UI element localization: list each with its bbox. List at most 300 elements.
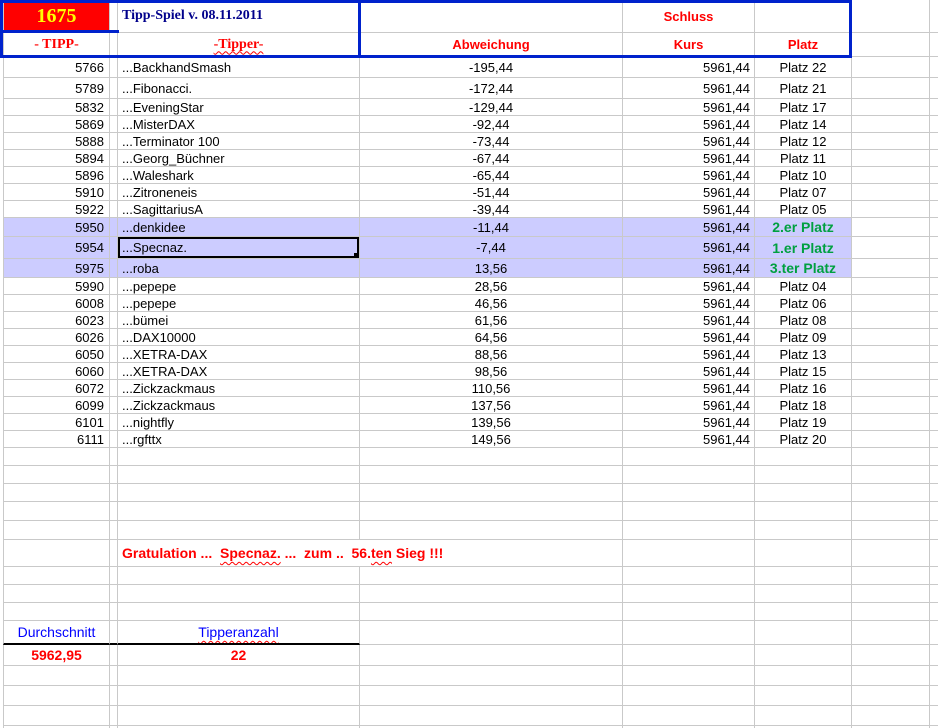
cell-empty[interactable]	[930, 585, 938, 603]
empty-cell[interactable]	[755, 645, 852, 666]
empty-cell[interactable]	[930, 540, 938, 567]
cell-empty[interactable]	[110, 603, 118, 621]
cell-empty[interactable]	[755, 448, 852, 466]
cell-empty[interactable]	[755, 686, 852, 706]
durchschnitt-label-cell[interactable]	[3, 621, 110, 645]
cell-kurs[interactable]: 5961,44	[623, 218, 755, 237]
cell-kurs[interactable]: 5961,44	[623, 99, 755, 116]
cell-edge[interactable]	[930, 78, 938, 99]
cell-empty[interactable]	[623, 603, 755, 621]
cell-empty[interactable]	[852, 167, 930, 184]
cell-empty[interactable]	[852, 346, 930, 363]
cell-edge[interactable]	[930, 295, 938, 312]
empty-cell[interactable]	[930, 621, 938, 645]
cell-tipp[interactable]: 6023	[3, 312, 110, 329]
empty-cell[interactable]	[623, 645, 755, 666]
cell-spacer[interactable]	[110, 312, 118, 329]
cell-tipp[interactable]: 6111	[3, 431, 110, 448]
empty-cell[interactable]	[930, 645, 938, 666]
cell-platz[interactable]: Platz 13	[755, 346, 852, 363]
cell-abweichung[interactable]: -172,44	[360, 78, 623, 99]
cell-empty[interactable]	[360, 686, 623, 706]
cell-spacer[interactable]	[110, 218, 118, 237]
cell-abweichung[interactable]: -11,44	[360, 218, 623, 237]
cell-empty[interactable]	[852, 567, 930, 585]
cell-abweichung[interactable]: -65,44	[360, 167, 623, 184]
cell-empty[interactable]	[930, 484, 938, 502]
cell-empty[interactable]	[755, 603, 852, 621]
cell-tipper[interactable]: ...XETRA-DAX	[118, 346, 360, 363]
cell-spacer[interactable]	[110, 278, 118, 295]
cell-empty[interactable]	[118, 603, 360, 621]
cell-empty[interactable]	[360, 666, 623, 686]
cell-edge[interactable]	[930, 116, 938, 133]
cell-empty[interactable]	[852, 201, 930, 218]
cell-platz[interactable]: Platz 16	[755, 380, 852, 397]
cell-empty[interactable]	[852, 414, 930, 431]
cell-empty[interactable]	[755, 666, 852, 686]
cell-edge[interactable]	[930, 278, 938, 295]
cell-abweichung[interactable]: -92,44	[360, 116, 623, 133]
cell-empty[interactable]	[852, 329, 930, 346]
cell-abweichung[interactable]: -67,44	[360, 150, 623, 167]
cell-empty[interactable]	[110, 484, 118, 502]
cell-empty[interactable]	[755, 585, 852, 603]
cell-platz[interactable]: 2.er Platz	[755, 218, 852, 237]
cell-tipper[interactable]: ...denkidee	[118, 218, 360, 237]
cell-abweichung[interactable]: 149,56	[360, 431, 623, 448]
cell-tipper[interactable]: ...pepepe	[118, 278, 360, 295]
cell-tipp[interactable]: 5888	[3, 133, 110, 150]
cell-tipper[interactable]: ...Specnaz.	[118, 237, 360, 259]
cell-platz[interactable]: Platz 04	[755, 278, 852, 295]
cell-empty[interactable]	[755, 484, 852, 502]
column-header-kurs[interactable]	[623, 33, 755, 57]
cell-platz[interactable]: Platz 21	[755, 78, 852, 99]
cell-tipp[interactable]: 6008	[3, 295, 110, 312]
cell-empty[interactable]	[852, 363, 930, 380]
cell-empty[interactable]	[852, 184, 930, 201]
cell-tipp[interactable]: 5766	[3, 57, 110, 78]
cell-kurs[interactable]: 5961,44	[623, 363, 755, 380]
cell-empty[interactable]	[360, 567, 623, 585]
cell-tipper[interactable]: ...Fibonacci.	[118, 78, 360, 99]
cell-spacer[interactable]	[110, 380, 118, 397]
empty-cell[interactable]	[930, 0, 938, 33]
cell-tipper[interactable]: ...pepepe	[118, 295, 360, 312]
cell-kurs[interactable]: 5961,44	[623, 78, 755, 99]
cell-kurs[interactable]: 5961,44	[623, 329, 755, 346]
empty-cell[interactable]	[852, 540, 930, 567]
cell-tipp[interactable]: 6072	[3, 380, 110, 397]
cell-spacer[interactable]	[110, 431, 118, 448]
cell-empty[interactable]	[930, 567, 938, 585]
cell-abweichung[interactable]: 46,56	[360, 295, 623, 312]
cell-empty[interactable]	[623, 567, 755, 585]
cell-spacer[interactable]	[110, 363, 118, 380]
cell-abweichung[interactable]: 139,56	[360, 414, 623, 431]
cell-kurs[interactable]: 5961,44	[623, 380, 755, 397]
cell-kurs[interactable]: 5961,44	[623, 431, 755, 448]
cell-edge[interactable]	[930, 397, 938, 414]
spacer-cell[interactable]	[110, 0, 118, 33]
cell-empty[interactable]	[623, 484, 755, 502]
cell-empty[interactable]	[118, 666, 360, 686]
cell-tipper[interactable]: ...Zickzackmaus	[118, 397, 360, 414]
cell-abweichung[interactable]: -39,44	[360, 201, 623, 218]
cell-empty[interactable]	[852, 502, 930, 521]
cell-empty[interactable]	[852, 397, 930, 414]
empty-cell[interactable]	[360, 0, 623, 33]
cell-empty[interactable]	[118, 466, 360, 484]
cell-tipp[interactable]: 6050	[3, 346, 110, 363]
cell-empty[interactable]	[852, 380, 930, 397]
cell-empty[interactable]	[852, 666, 930, 686]
cell-empty[interactable]	[3, 502, 110, 521]
tipperanzahl-label-cell[interactable]	[118, 621, 360, 645]
column-header-tipper[interactable]	[118, 33, 360, 57]
cell-kurs[interactable]: 5961,44	[623, 414, 755, 431]
cell-spacer[interactable]	[110, 414, 118, 431]
cell-abweichung[interactable]: -7,44	[360, 237, 623, 259]
cell-empty[interactable]	[930, 448, 938, 466]
cell-spacer[interactable]	[110, 346, 118, 363]
cell-empty[interactable]	[852, 259, 930, 278]
cell-empty[interactable]	[852, 706, 930, 726]
cell-platz[interactable]: Platz 19	[755, 414, 852, 431]
cell-tipp[interactable]: 5922	[3, 201, 110, 218]
empty-cell[interactable]	[755, 621, 852, 645]
spacer-cell[interactable]	[110, 645, 118, 666]
cell-tipp[interactable]: 5894	[3, 150, 110, 167]
cell-kurs[interactable]: 5961,44	[623, 116, 755, 133]
cell-empty[interactable]	[755, 502, 852, 521]
cell-platz[interactable]: Platz 09	[755, 329, 852, 346]
cell-empty[interactable]	[623, 585, 755, 603]
cell-tipp[interactable]: 5789	[3, 78, 110, 99]
cell-empty[interactable]	[930, 686, 938, 706]
cell-kurs[interactable]: 5961,44	[623, 150, 755, 167]
tipperanzahl-value-cell[interactable]	[118, 645, 360, 666]
title-cell[interactable]	[118, 0, 360, 33]
cell-platz[interactable]: 1.er Platz	[755, 237, 852, 259]
cell-kurs[interactable]: 5961,44	[623, 201, 755, 218]
cell-edge[interactable]	[930, 150, 938, 167]
cell-tipper[interactable]: ...MisterDAX	[118, 116, 360, 133]
cell-empty[interactable]	[852, 150, 930, 167]
cell-tipper[interactable]: ...Zitroneneis	[118, 184, 360, 201]
cell-empty[interactable]	[623, 666, 755, 686]
cell-tipper[interactable]: ...EveningStar	[118, 99, 360, 116]
cell-edge[interactable]	[930, 431, 938, 448]
cell-platz[interactable]: Platz 07	[755, 184, 852, 201]
column-header-abweichung[interactable]	[360, 33, 623, 57]
cell-empty[interactable]	[110, 502, 118, 521]
cell-abweichung[interactable]: -195,44	[360, 57, 623, 78]
cell-empty[interactable]	[360, 585, 623, 603]
cell-tipper[interactable]: ...rgfttx	[118, 431, 360, 448]
column-header-tipp[interactable]	[3, 33, 110, 57]
cell-edge[interactable]	[930, 237, 938, 259]
cell-empty[interactable]	[852, 312, 930, 329]
cell-kurs[interactable]: 5961,44	[623, 57, 755, 78]
empty-cell[interactable]	[852, 0, 930, 33]
cell-empty[interactable]	[623, 706, 755, 726]
cell-tipper[interactable]: ...SagittariusA	[118, 201, 360, 218]
cell-spacer[interactable]	[110, 78, 118, 99]
cell-empty[interactable]	[852, 603, 930, 621]
cell-spacer[interactable]	[110, 57, 118, 78]
cell-empty[interactable]	[623, 686, 755, 706]
cell-empty[interactable]	[118, 521, 360, 540]
cell-empty[interactable]	[755, 521, 852, 540]
cell-empty[interactable]	[930, 502, 938, 521]
cell-empty[interactable]	[3, 666, 110, 686]
cell-spacer[interactable]	[110, 116, 118, 133]
cell-platz[interactable]: Platz 22	[755, 57, 852, 78]
cell-spacer[interactable]	[110, 133, 118, 150]
cell-empty[interactable]	[118, 448, 360, 466]
cell-edge[interactable]	[930, 329, 938, 346]
cell-empty[interactable]	[852, 99, 930, 116]
cell-edge[interactable]	[930, 363, 938, 380]
empty-cell[interactable]	[930, 33, 938, 57]
cell-empty[interactable]	[360, 466, 623, 484]
cell-empty[interactable]	[3, 567, 110, 585]
cell-edge[interactable]	[930, 167, 938, 184]
cell-empty[interactable]	[110, 686, 118, 706]
cell-abweichung[interactable]: 88,56	[360, 346, 623, 363]
cell-tipp[interactable]: 6101	[3, 414, 110, 431]
cell-spacer[interactable]	[110, 329, 118, 346]
cell-tipp[interactable]: 5869	[3, 116, 110, 133]
tipp-number-cell[interactable]	[3, 0, 110, 33]
cell-empty[interactable]	[755, 567, 852, 585]
cell-empty[interactable]	[623, 502, 755, 521]
cell-edge[interactable]	[930, 312, 938, 329]
cell-edge[interactable]	[930, 201, 938, 218]
cell-abweichung[interactable]: 28,56	[360, 278, 623, 295]
cell-tipper[interactable]: ...Zickzackmaus	[118, 380, 360, 397]
cell-platz[interactable]: Platz 20	[755, 431, 852, 448]
cell-abweichung[interactable]: 98,56	[360, 363, 623, 380]
cell-kurs[interactable]: 5961,44	[623, 259, 755, 278]
cell-empty[interactable]	[118, 706, 360, 726]
cell-kurs[interactable]: 5961,44	[623, 237, 755, 259]
cell-empty[interactable]	[755, 466, 852, 484]
cell-empty[interactable]	[852, 484, 930, 502]
cell-empty[interactable]	[930, 603, 938, 621]
cell-empty[interactable]	[852, 116, 930, 133]
cell-edge[interactable]	[930, 218, 938, 237]
cell-empty[interactable]	[118, 502, 360, 521]
cell-empty[interactable]	[852, 295, 930, 312]
empty-cell[interactable]	[623, 540, 755, 567]
cell-abweichung[interactable]: 13,56	[360, 259, 623, 278]
cell-empty[interactable]	[852, 466, 930, 484]
cell-empty[interactable]	[110, 666, 118, 686]
cell-empty[interactable]	[3, 603, 110, 621]
cell-platz[interactable]: Platz 10	[755, 167, 852, 184]
schluss-cell[interactable]	[623, 0, 755, 33]
cell-tipper[interactable]: ...Waleshark	[118, 167, 360, 184]
cell-empty[interactable]	[852, 78, 930, 99]
cell-tipper[interactable]: ...nightfly	[118, 414, 360, 431]
cell-tipper[interactable]: ...Terminator 100	[118, 133, 360, 150]
cell-empty[interactable]	[118, 567, 360, 585]
cell-tipp[interactable]: 5950	[3, 218, 110, 237]
cell-edge[interactable]	[930, 133, 938, 150]
cell-empty[interactable]	[110, 585, 118, 603]
empty-cell[interactable]	[852, 33, 930, 57]
cell-tipp[interactable]: 5910	[3, 184, 110, 201]
cell-empty[interactable]	[852, 57, 930, 78]
cell-empty[interactable]	[623, 466, 755, 484]
empty-cell[interactable]	[852, 621, 930, 645]
cell-edge[interactable]	[930, 380, 938, 397]
cell-empty[interactable]	[360, 484, 623, 502]
cell-kurs[interactable]: 5961,44	[623, 278, 755, 295]
cell-empty[interactable]	[360, 521, 623, 540]
cell-empty[interactable]	[3, 706, 110, 726]
cell-edge[interactable]	[930, 57, 938, 78]
cell-edge[interactable]	[930, 346, 938, 363]
cell-abweichung[interactable]: 137,56	[360, 397, 623, 414]
cell-empty[interactable]	[930, 466, 938, 484]
cell-tipp[interactable]: 5990	[3, 278, 110, 295]
cell-abweichung[interactable]: 64,56	[360, 329, 623, 346]
cell-empty[interactable]	[852, 521, 930, 540]
cell-empty[interactable]	[110, 466, 118, 484]
cell-spacer[interactable]	[110, 397, 118, 414]
cell-tipp[interactable]: 5832	[3, 99, 110, 116]
cell-platz[interactable]: Platz 14	[755, 116, 852, 133]
cell-edge[interactable]	[930, 99, 938, 116]
cell-empty[interactable]	[3, 521, 110, 540]
empty-cell[interactable]	[623, 621, 755, 645]
cell-kurs[interactable]: 5961,44	[623, 184, 755, 201]
cell-empty[interactable]	[3, 448, 110, 466]
cell-tipper[interactable]: ...XETRA-DAX	[118, 363, 360, 380]
cell-empty[interactable]	[852, 686, 930, 706]
cell-empty[interactable]	[852, 448, 930, 466]
cell-spacer[interactable]	[110, 184, 118, 201]
cell-empty[interactable]	[930, 666, 938, 686]
congratulation-cell[interactable]	[118, 540, 623, 567]
spacer-cell[interactable]	[110, 540, 118, 567]
cell-kurs[interactable]: 5961,44	[623, 346, 755, 363]
cell-empty[interactable]	[360, 603, 623, 621]
cell-tipp[interactable]: 5975	[3, 259, 110, 278]
cell-platz[interactable]: Platz 12	[755, 133, 852, 150]
empty-cell[interactable]	[755, 540, 852, 567]
cell-abweichung[interactable]: -51,44	[360, 184, 623, 201]
cell-empty[interactable]	[118, 686, 360, 706]
cell-spacer[interactable]	[110, 295, 118, 312]
cell-kurs[interactable]: 5961,44	[623, 133, 755, 150]
cell-platz[interactable]: Platz 11	[755, 150, 852, 167]
cell-kurs[interactable]: 5961,44	[623, 312, 755, 329]
cell-empty[interactable]	[852, 237, 930, 259]
spacer-cell[interactable]	[110, 33, 118, 57]
cell-empty[interactable]	[852, 278, 930, 295]
cell-platz[interactable]: Platz 18	[755, 397, 852, 414]
cell-empty[interactable]	[360, 502, 623, 521]
cell-empty[interactable]	[623, 521, 755, 540]
empty-cell[interactable]	[360, 621, 623, 645]
cell-platz[interactable]: Platz 08	[755, 312, 852, 329]
empty-cell[interactable]	[3, 540, 110, 567]
cell-kurs[interactable]: 5961,44	[623, 397, 755, 414]
durchschnitt-value-cell[interactable]	[3, 645, 110, 666]
cell-empty[interactable]	[118, 484, 360, 502]
cell-abweichung[interactable]: 61,56	[360, 312, 623, 329]
cell-spacer[interactable]	[110, 259, 118, 278]
cell-empty[interactable]	[930, 706, 938, 726]
cell-spacer[interactable]	[110, 150, 118, 167]
cell-empty[interactable]	[3, 466, 110, 484]
cell-spacer[interactable]	[110, 99, 118, 116]
empty-cell[interactable]	[360, 645, 623, 666]
cell-platz[interactable]: Platz 15	[755, 363, 852, 380]
cell-empty[interactable]	[110, 521, 118, 540]
cell-empty[interactable]	[360, 448, 623, 466]
cell-tipp[interactable]: 6026	[3, 329, 110, 346]
cell-tipper[interactable]: ...bümei	[118, 312, 360, 329]
cell-edge[interactable]	[930, 414, 938, 431]
cell-empty[interactable]	[360, 706, 623, 726]
cell-platz[interactable]: Platz 06	[755, 295, 852, 312]
cell-kurs[interactable]: 5961,44	[623, 295, 755, 312]
cell-spacer[interactable]	[110, 237, 118, 259]
cell-tipper[interactable]: ...Georg_Büchner	[118, 150, 360, 167]
column-header-platz[interactable]	[755, 33, 852, 57]
cell-tipp[interactable]: 5896	[3, 167, 110, 184]
cell-empty[interactable]	[110, 706, 118, 726]
cell-kurs[interactable]: 5961,44	[623, 167, 755, 184]
cell-empty[interactable]	[623, 448, 755, 466]
empty-cell[interactable]	[852, 645, 930, 666]
cell-empty[interactable]	[852, 585, 930, 603]
cell-empty[interactable]	[852, 431, 930, 448]
cell-tipper[interactable]: ...BackhandSmash	[118, 57, 360, 78]
cell-edge[interactable]	[930, 259, 938, 278]
cell-empty[interactable]	[852, 218, 930, 237]
cell-platz[interactable]: Platz 05	[755, 201, 852, 218]
cell-abweichung[interactable]: 110,56	[360, 380, 623, 397]
empty-cell[interactable]	[755, 0, 852, 33]
cell-tipp[interactable]: 6099	[3, 397, 110, 414]
cell-empty[interactable]	[755, 706, 852, 726]
cell-empty[interactable]	[110, 567, 118, 585]
cell-empty[interactable]	[3, 686, 110, 706]
cell-empty[interactable]	[3, 585, 110, 603]
cell-platz[interactable]: Platz 17	[755, 99, 852, 116]
cell-spacer[interactable]	[110, 167, 118, 184]
cell-spacer[interactable]	[110, 201, 118, 218]
cell-platz[interactable]: 3.ter Platz	[755, 259, 852, 278]
cell-empty[interactable]	[110, 448, 118, 466]
cell-empty[interactable]	[118, 585, 360, 603]
cell-abweichung[interactable]: -129,44	[360, 99, 623, 116]
cell-tipp[interactable]: 5954	[3, 237, 110, 259]
cell-tipper[interactable]: ...roba	[118, 259, 360, 278]
cell-edge[interactable]	[930, 184, 938, 201]
cell-tipper[interactable]: ...DAX10000	[118, 329, 360, 346]
spacer-cell[interactable]	[110, 621, 118, 645]
cell-empty[interactable]	[3, 484, 110, 502]
cell-empty[interactable]	[930, 521, 938, 540]
